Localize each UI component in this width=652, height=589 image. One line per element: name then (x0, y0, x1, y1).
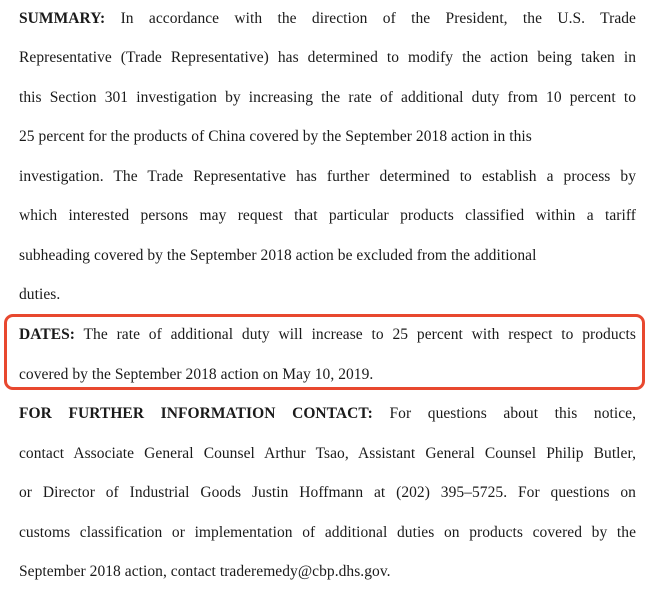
dates-line-2: covered by the September 2018 action on May 10, 2019. (19, 366, 374, 383)
summary-line-1: SUMMARY: In accordance with the direction of the President, the U.S. Trade (19, 10, 636, 27)
summary-line-7: subheading covered by the September 2018 action be excluded from the additional (19, 247, 537, 264)
summary-label: SUMMARY: (19, 10, 106, 27)
dates-line-1: DATES: The rate of additional duty will increase to 25 percent with respect to products (19, 326, 636, 343)
summary-line-3: this Section 301 investigation by increasing the rate of additional duty from 10 percent to (19, 89, 636, 106)
summary-line-2: Representative (Trade Representative) has determined to modify the action being taken in (19, 49, 636, 66)
summary-line-4: 25 percent for the products of China covered by the September 2018 action in this (19, 128, 532, 145)
contact-line-3: or Director of Industrial Goods Justin Hoffmann at (202) 395–5725. For questions on (19, 484, 636, 501)
summary-line-6: which interested persons may request that particular products classified within a tariff (19, 207, 636, 224)
dates-label: DATES: (19, 326, 75, 343)
contact-line-4: customs classification or implementation of additional duties on products covered by the (19, 524, 636, 541)
summary-line-5: investigation. The Trade Representative has further determined to establish a process by (19, 168, 636, 185)
contact-label: FOR FURTHER INFORMATION CONTACT: (19, 405, 373, 422)
contact-line-1: FOR FURTHER INFORMATION CONTACT: For questions about this notice, (19, 405, 636, 422)
contact-line-5: September 2018 action, contact traderemedy@cbp.dhs.gov. (19, 563, 391, 580)
summary-line-8: duties. (19, 286, 61, 303)
contact-line-2: contact Associate General Counsel Arthur Tsao, Assistant General Counsel Philip Butler, (19, 445, 636, 462)
